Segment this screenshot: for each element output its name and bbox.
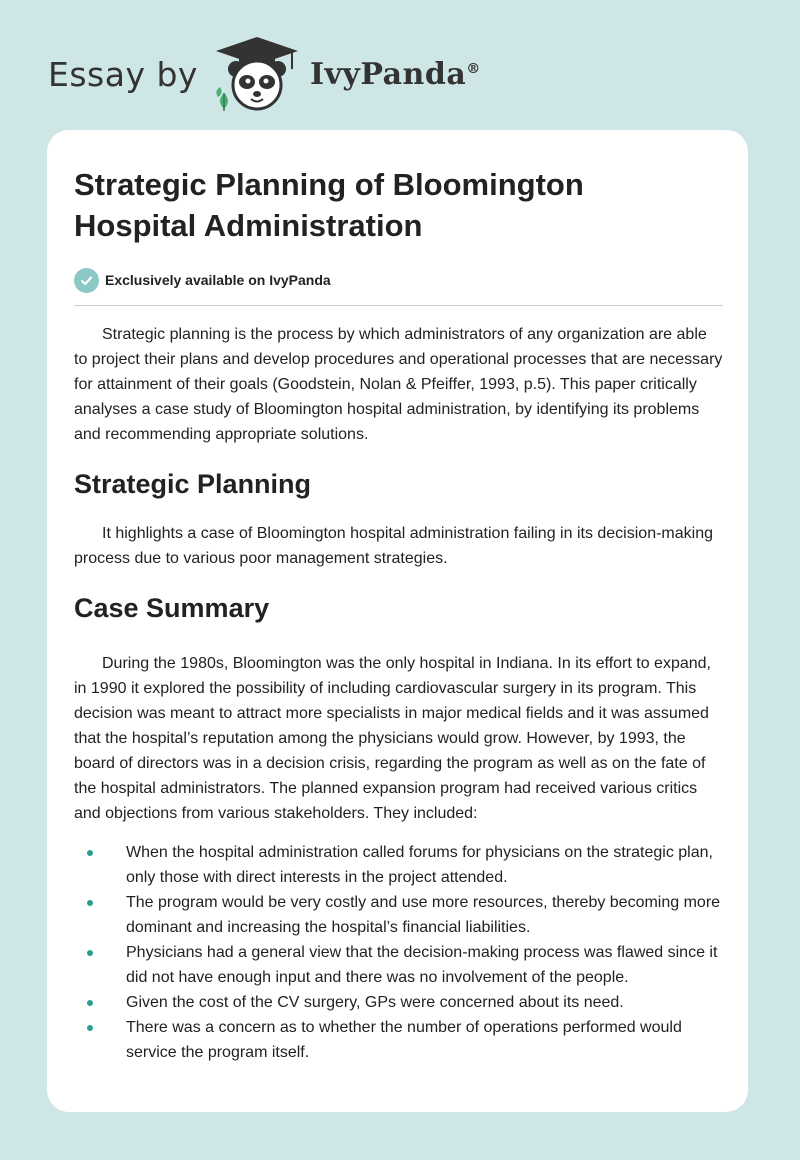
case-summary-paragraph: During the 1980s, Bloomington was the only hospital in Indiana. In its effort to expand, in 1990 it explored the possibility of including cardiovascular surgery in its program. This decision was meant to attract more specialists in major medical fields and it was assumed that the hospital’s reputation among the physicians would grow. However, by 1993, the board of directors was in a decision crisis, regarding the program as well as on the fate of the hospital administrators. The planned expansion program had received various critics and objections from various stakeholders. They included: <box>74 655 711 822</box>
badge-label: Exclusively available on IvyPanda <box>105 272 331 288</box>
bullet-icon <box>87 1000 93 1006</box>
checkmark-icon <box>74 268 99 293</box>
intro-paragraph: Strategic planning is the process by which administrators of any organization are able to project their plans and develop procedures and operational processes that are necessary for attainment of their goals (Goodstein, Nolan & Pfeiffer, 1993, p.5). This paper critically analyses a case study of Bloomington hospital administration, by identifying its problems and recommending appropriate solutions. <box>74 326 723 443</box>
essay-card <box>47 130 748 1112</box>
brand-name[interactable]: IvyPanda® <box>309 56 481 92</box>
list-item: When the hospital administration called forums for physicians on the strategic plan, only those with direct interests in the project attended. <box>74 840 724 890</box>
list-item: The program would be very costly and use more resources, thereby becoming more dominant and increasing the hospital’s financial liabilities. <box>74 890 724 940</box>
list-item: Physicians had a general view that the decision-making process was flawed since it did not have enough input and there was no involvement of the people. <box>74 940 724 990</box>
list-item: There was a concern as to whether the number of operations performed would service the program itself. <box>74 1015 724 1065</box>
bullet-icon <box>87 950 93 956</box>
objections-list <box>74 840 724 1065</box>
essay-by-label: Essay by <box>48 54 198 94</box>
section-heading-strategic-planning: Strategic Planning <box>74 469 312 499</box>
panda-logo-icon <box>212 35 302 113</box>
exclusive-badge <box>74 267 724 293</box>
bullet-icon <box>87 1025 93 1031</box>
bullet-icon <box>87 850 93 856</box>
essay-content <box>74 164 724 1065</box>
section-heading-case-summary: Case Summary <box>74 593 270 623</box>
page-title: Strategic Planning of Bloomington Hospital Administration <box>74 167 584 243</box>
bullet-icon <box>87 900 93 906</box>
strategic-planning-paragraph: It highlights a case of Bloomington hospital administration failing in its decision-making process due to various poor management strategies. <box>74 525 713 567</box>
divider <box>74 305 723 306</box>
site-header <box>48 34 481 114</box>
list-item: Given the cost of the CV surgery, GPs were concerned about its need. <box>74 990 724 1015</box>
